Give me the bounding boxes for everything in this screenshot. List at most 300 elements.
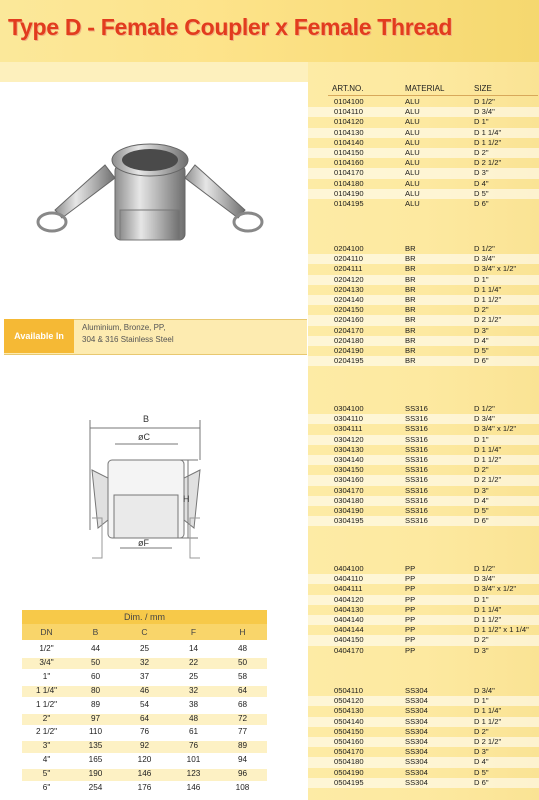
material-cell: SS304: [405, 696, 428, 706]
art-no-cell: 0304170: [334, 485, 364, 495]
dim-cell-h: 94: [237, 755, 248, 765]
size-cell: D 1 1/4": [474, 127, 502, 137]
dim-cell-dn: 3": [42, 741, 51, 751]
art-no-cell: 0304111: [334, 424, 363, 434]
material-cell: SS304: [405, 747, 428, 757]
article-row: [308, 445, 539, 455]
dim-row: [22, 672, 267, 684]
material-cell: ALU: [405, 168, 420, 178]
article-row: [308, 356, 539, 366]
art-no-cell: 0504150: [334, 726, 364, 736]
material-cell: ALU: [405, 117, 420, 127]
label-f: øF: [138, 538, 149, 548]
size-cell: D 5": [474, 346, 489, 355]
dim-cell-f: 25: [188, 671, 199, 681]
dim-cell-b: 165: [88, 755, 103, 765]
art-no-cell: 0104170: [334, 168, 364, 178]
size-cell: D 3/4" x 1/2": [474, 424, 517, 434]
art-no-cell: 0404150: [334, 635, 364, 645]
art-no-cell: 0204190: [334, 346, 364, 355]
art-no-cell: 0104190: [334, 188, 364, 198]
article-row: [308, 778, 539, 788]
size-cell: D 3/4": [474, 414, 495, 424]
dim-cell-b: 50: [90, 657, 101, 667]
material-cell: SS316: [405, 506, 428, 515]
dim-cell-dn: 6": [42, 783, 51, 792]
label-b: B: [143, 414, 150, 424]
material-cell: PP: [405, 625, 416, 635]
article-row: [308, 346, 539, 356]
header-art-no: ART.NO.: [332, 84, 364, 93]
material-cell: PP: [405, 584, 416, 594]
material-cell: BR: [405, 244, 416, 253]
material-cell: BR: [405, 305, 416, 315]
material-cell: SS316: [405, 414, 428, 424]
material-cell: SS304: [405, 686, 428, 695]
dim-row: [22, 700, 267, 712]
size-cell: D 6": [474, 199, 489, 208]
art-no-cell: 0404170: [334, 645, 364, 655]
material-cell: PP: [405, 615, 416, 624]
size-cell: D 4": [474, 178, 489, 188]
dim-cell-dn: 1": [42, 671, 51, 681]
size-cell: D 5": [474, 767, 489, 777]
material-cell: SS304: [405, 716, 428, 726]
material-cell: BR: [405, 346, 416, 355]
size-cell: D 1": [474, 274, 489, 284]
article-row: [308, 455, 539, 465]
dim-cell-h: 50: [237, 657, 248, 667]
size-cell: D 5": [474, 188, 489, 198]
material-cell: SS304: [405, 757, 428, 767]
dim-cell-f: 61: [188, 727, 199, 737]
dim-cell-c: 76: [139, 727, 150, 737]
art-no-cell: 0304110: [334, 414, 363, 424]
art-no-cell: 0204111: [334, 264, 363, 274]
size-cell: D 6": [474, 777, 489, 787]
article-row: [308, 264, 539, 274]
material-cell: BR: [405, 295, 416, 304]
dim-cell-c: 37: [139, 671, 150, 681]
material-cell: SS316: [405, 424, 428, 434]
material-cell: BR: [405, 325, 416, 335]
dim-cell-f: 146: [186, 783, 201, 792]
art-no-cell: 0504140: [334, 716, 364, 726]
material-cell: BR: [405, 274, 416, 284]
dim-cell-f: 123: [186, 769, 201, 779]
article-row: [308, 465, 539, 475]
dim-row: [22, 658, 267, 670]
dim-cell-f: 32: [188, 685, 199, 695]
article-row: [308, 107, 539, 117]
material-cell: SS316: [405, 444, 428, 454]
size-cell: D 2 1/2": [474, 737, 502, 746]
art-no-cell: 0104160: [334, 158, 364, 168]
article-row: [308, 646, 539, 656]
dim-cell-h: 58: [237, 671, 248, 681]
art-no-cell: 0104195: [334, 199, 364, 208]
dim-cell-c: 92: [139, 741, 150, 751]
art-no-cell: 0304130: [334, 444, 364, 454]
article-row: [308, 414, 539, 424]
dim-row: [22, 727, 267, 739]
art-no-cell: 0304160: [334, 475, 364, 485]
dim-cell-dn: 1 1/4": [35, 685, 58, 695]
material-cell: PP: [405, 645, 416, 655]
dim-header-dn: DN: [40, 627, 53, 637]
size-cell: D 4": [474, 757, 489, 767]
article-row: [308, 128, 539, 138]
art-no-cell: 0504170: [334, 747, 364, 757]
dim-row: [22, 714, 267, 726]
size-cell: D 2": [474, 148, 489, 157]
size-cell: D 3": [474, 325, 489, 335]
article-row: [308, 727, 539, 737]
art-no-cell: 0104180: [334, 178, 364, 188]
material-cell: ALU: [405, 199, 420, 208]
size-cell: D 1 1/4": [474, 706, 502, 716]
dim-cell-b: 190: [88, 769, 103, 779]
art-no-cell: 0504120: [334, 696, 364, 706]
size-cell: D 3/4" x 1/2": [474, 584, 517, 594]
article-row: [308, 486, 539, 496]
article-row: [308, 475, 539, 485]
article-row: [308, 168, 539, 178]
article-row: [308, 768, 539, 778]
dim-cell-c: 146: [137, 769, 152, 779]
size-cell: D 3": [474, 168, 489, 178]
size-cell: D 2 1/2": [474, 315, 502, 325]
size-cell: D 4": [474, 495, 489, 505]
dim-cell-c: 64: [139, 713, 150, 723]
size-cell: D 3": [474, 645, 489, 655]
label-c: øC: [138, 432, 150, 442]
dim-cell-c: 32: [139, 657, 150, 667]
article-row: [308, 275, 539, 285]
article-row: [308, 254, 539, 264]
art-no-cell: 0104120: [334, 117, 364, 127]
art-no-cell: 0204160: [334, 315, 364, 325]
dim-cell-dn: 2 1/2": [35, 727, 58, 737]
size-cell: D 2 1/2": [474, 158, 502, 168]
material-cell: PP: [405, 635, 416, 645]
art-no-cell: 0304195: [334, 516, 364, 526]
size-cell: D 1/2": [474, 404, 495, 413]
dim-row: [22, 686, 267, 698]
article-row: [308, 584, 539, 594]
article-row: [308, 305, 539, 315]
art-no-cell: 0404130: [334, 604, 364, 614]
dim-cell-h: 96: [237, 769, 248, 779]
article-row: [308, 435, 539, 445]
art-no-cell: 0304120: [334, 434, 364, 444]
article-row: [308, 757, 539, 767]
size-cell: D 1": [474, 117, 489, 127]
material-cell: SS304: [405, 737, 428, 746]
dim-row: [22, 741, 267, 753]
size-cell: D 1 1/2": [474, 137, 502, 147]
dim-cell-dn: 4": [42, 755, 51, 765]
material-cell: PP: [405, 604, 416, 614]
size-cell: D 2": [474, 726, 489, 736]
header-divider: [328, 95, 538, 96]
size-cell: D 1 1/2": [474, 716, 502, 726]
material-cell: PP: [405, 594, 416, 604]
dim-cell-f: 14: [188, 644, 199, 653]
size-cell: D 2": [474, 635, 489, 645]
dim-cell-h: 72: [237, 713, 248, 723]
material-cell: ALU: [405, 97, 420, 106]
article-row: [308, 516, 539, 526]
article-row: [308, 506, 539, 516]
dim-cell-c: 25: [139, 644, 150, 653]
material-cell: SS316: [405, 434, 428, 444]
art-no-cell: 0204130: [334, 284, 364, 294]
article-row: [308, 615, 539, 625]
dim-cell-c: 46: [139, 685, 150, 695]
material-cell: SS304: [405, 706, 428, 716]
available-materials-line1: Aluminium, Bronze, PP,: [82, 323, 166, 332]
article-row: [308, 326, 539, 336]
header-size: SIZE: [474, 84, 492, 93]
article-row: [308, 199, 539, 209]
article-row: [308, 295, 539, 305]
article-row: [308, 595, 539, 605]
art-no-cell: 0204150: [334, 305, 364, 315]
material-cell: SS316: [405, 516, 428, 526]
art-no-cell: 0404120: [334, 594, 364, 604]
material-cell: BR: [405, 264, 416, 274]
article-row: [308, 158, 539, 168]
dim-cell-f: 48: [188, 713, 199, 723]
article-row: [308, 117, 539, 127]
coupler-product-image: [30, 130, 270, 260]
art-no-cell: 0404144: [334, 625, 364, 635]
available-in-text: [82, 322, 302, 346]
art-no-cell: 0104110: [334, 107, 363, 117]
material-cell: SS316: [405, 465, 428, 475]
size-cell: D 1 1/4": [474, 284, 502, 294]
size-cell: D 3/4": [474, 574, 495, 584]
size-cell: D 1 1/4": [474, 444, 502, 454]
art-no-cell: 0304190: [334, 506, 364, 515]
article-row: [308, 747, 539, 757]
art-no-cell: 0504195: [334, 777, 364, 787]
size-cell: D 1 1/2": [474, 295, 502, 304]
dim-cell-b: 254: [88, 783, 103, 792]
article-row: [308, 148, 539, 158]
available-in-label: Available In: [4, 319, 74, 353]
art-no-cell: 0104130: [334, 127, 364, 137]
dim-cell-b: 110: [88, 727, 103, 737]
dim-cell-h: 68: [237, 699, 248, 709]
size-cell: D 2": [474, 305, 489, 315]
art-no-cell: 0504190: [334, 767, 364, 777]
art-no-cell: 0304140: [334, 455, 364, 464]
dimension-drawing: [80, 400, 290, 580]
size-cell: D 2 1/2": [474, 475, 502, 485]
art-no-cell: 0204170: [334, 325, 364, 335]
material-cell: ALU: [405, 158, 420, 168]
size-cell: D 1": [474, 594, 489, 604]
art-no-cell: 0504180: [334, 757, 364, 767]
size-cell: D 6": [474, 516, 489, 526]
size-cell: D 1 1/4": [474, 604, 502, 614]
left-top-band: [0, 62, 308, 82]
art-no-cell: 0504110: [334, 686, 363, 695]
dim-cell-f: 22: [188, 657, 199, 667]
material-cell: SS316: [405, 485, 428, 495]
label-h: H: [183, 494, 190, 504]
article-row: [308, 496, 539, 506]
material-cell: PP: [405, 574, 416, 584]
article-row: [308, 244, 539, 254]
available-materials-line2: 304 & 316 Stainless Steel: [82, 335, 174, 344]
material-cell: BR: [405, 284, 416, 294]
art-no-cell: 0504130: [334, 706, 364, 716]
article-row: [308, 686, 539, 696]
page-title: Type D - Female Coupler x Female Thread: [8, 14, 453, 40]
material-cell: BR: [405, 315, 416, 325]
article-row: [308, 574, 539, 584]
dim-cell-dn: 1/2": [39, 644, 54, 653]
dim-cell-c: 176: [137, 783, 152, 792]
dim-header-f: F: [190, 627, 197, 637]
material-cell: BR: [405, 254, 416, 264]
size-cell: D 1 1/2": [474, 455, 502, 464]
article-row: [308, 179, 539, 189]
art-no-cell: 0104150: [334, 148, 364, 157]
article-row: [308, 625, 539, 635]
dim-cell-c: 120: [137, 755, 152, 765]
material-cell: SS316: [405, 404, 428, 413]
dim-cell-dn: 2": [42, 713, 51, 723]
dim-cell-b: 60: [90, 671, 101, 681]
header-material: MATERIAL: [405, 84, 445, 93]
art-no-cell: 0304150: [334, 465, 364, 475]
art-no-cell: 0204140: [334, 295, 364, 304]
article-row: [308, 564, 539, 574]
dim-cell-b: 135: [88, 741, 103, 751]
size-cell: D 4": [474, 335, 489, 345]
article-row: [308, 315, 539, 325]
article-row: [308, 696, 539, 706]
size-cell: D 1/2": [474, 244, 495, 253]
dim-cell-b: 80: [90, 685, 101, 695]
article-row: [308, 605, 539, 615]
dim-row: [22, 769, 267, 781]
size-cell: D 3": [474, 485, 489, 495]
material-cell: SS316: [405, 495, 428, 505]
material-cell: ALU: [405, 137, 420, 147]
dim-cell-h: 64: [237, 685, 248, 695]
art-no-cell: 0404100: [334, 564, 364, 573]
art-no-cell: 0304100: [334, 404, 364, 413]
article-row: [308, 404, 539, 414]
material-cell: ALU: [405, 107, 420, 117]
dim-cell-f: 101: [186, 755, 201, 765]
size-cell: D 1/2": [474, 564, 495, 573]
size-cell: D 3/4" x 1/2": [474, 264, 517, 274]
dim-cell-dn: 1 1/2": [35, 699, 58, 709]
size-cell: D 3/4": [474, 686, 495, 695]
size-cell: D 1 1/2": [474, 615, 502, 624]
material-cell: ALU: [405, 178, 420, 188]
size-cell: D 1": [474, 434, 489, 444]
size-cell: D 1 1/2" x 1 1/4": [474, 625, 529, 635]
dim-cell-f: 76: [188, 741, 199, 751]
article-row: [308, 635, 539, 645]
size-cell: D 2": [474, 465, 489, 475]
material-cell: BR: [405, 335, 416, 345]
dim-cell-h: 108: [235, 783, 250, 792]
dim-row: [22, 644, 267, 656]
material-cell: SS304: [405, 777, 428, 787]
art-no-cell: 0204110: [334, 254, 363, 264]
art-no-cell: 0404111: [334, 584, 363, 594]
material-cell: SS316: [405, 455, 428, 464]
dim-table-header: [22, 624, 267, 640]
dim-cell-b: 44: [90, 644, 101, 653]
dim-cell-dn: 3/4": [39, 657, 54, 667]
dim-header-c: C: [141, 627, 148, 637]
dim-cell-h: 89: [237, 741, 248, 751]
dim-cell-h: 77: [237, 727, 248, 737]
size-cell: D 6": [474, 356, 489, 366]
art-no-cell: 0404110: [334, 574, 363, 584]
article-row: [308, 706, 539, 716]
art-no-cell: 0104100: [334, 97, 364, 106]
art-no-cell: 0504160: [334, 737, 364, 746]
material-cell: ALU: [405, 148, 420, 157]
material-cell: SS304: [405, 726, 428, 736]
article-row: [308, 737, 539, 747]
art-no-cell: 0304180: [334, 495, 364, 505]
size-cell: D 3/4": [474, 107, 495, 117]
art-no-cell: 0204100: [334, 244, 364, 253]
dim-cell-b: 97: [90, 713, 101, 723]
size-cell: D 1/2": [474, 97, 495, 106]
material-cell: ALU: [405, 127, 420, 137]
art-no-cell: 0404140: [334, 615, 364, 624]
art-no-cell: 0204120: [334, 274, 364, 284]
article-row: [308, 336, 539, 346]
article-row: [308, 285, 539, 295]
size-cell: D 5": [474, 506, 489, 515]
dim-cell-b: 89: [90, 699, 101, 709]
dim-cell-h: 48: [237, 644, 248, 653]
dim-row: [22, 783, 267, 795]
article-row: [308, 138, 539, 148]
size-cell: D 1": [474, 696, 489, 706]
material-cell: PP: [405, 564, 416, 573]
article-row: [308, 97, 539, 107]
material-cell: ALU: [405, 188, 420, 198]
material-cell: SS304: [405, 767, 428, 777]
dim-header-b: B: [92, 627, 99, 637]
art-no-cell: 0104140: [334, 137, 364, 147]
dim-header-h: H: [239, 627, 246, 637]
size-cell: D 3/4": [474, 254, 495, 264]
dim-cell-c: 54: [139, 699, 150, 709]
article-row: [308, 189, 539, 199]
art-no-cell: 0204180: [334, 335, 364, 345]
material-cell: SS316: [405, 475, 428, 485]
dim-cell-f: 38: [188, 699, 199, 709]
article-row: [308, 424, 539, 434]
size-cell: D 3": [474, 747, 489, 757]
article-row: [308, 717, 539, 727]
